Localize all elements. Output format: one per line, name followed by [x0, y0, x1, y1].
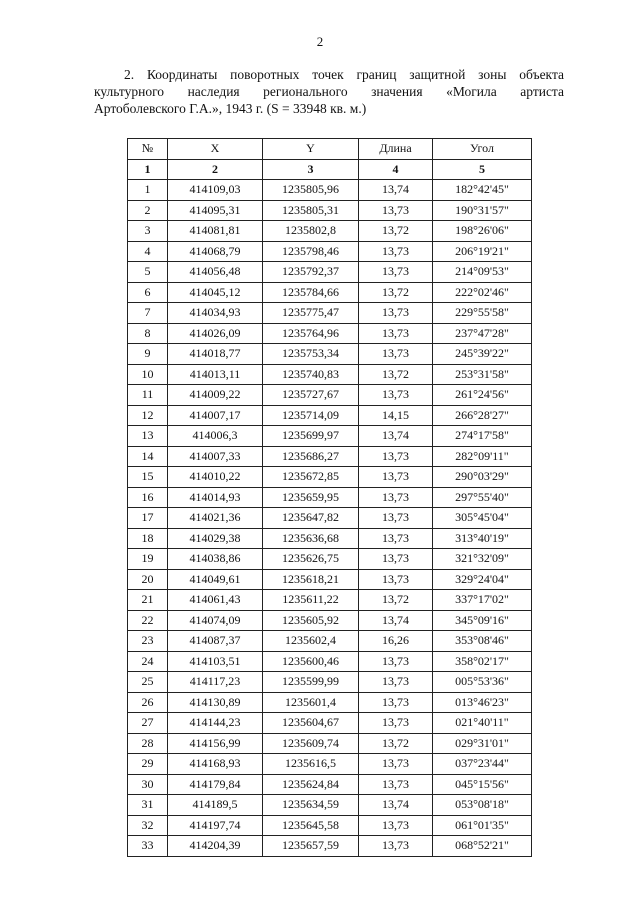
- table-row: [128, 241, 532, 262]
- point-number-cell: 13: [128, 426, 168, 447]
- angle-cell: 245°39'22": [433, 344, 532, 365]
- point-number-cell: 33: [128, 836, 168, 857]
- point-number-cell: 21: [128, 590, 168, 611]
- x-cell: 414009,22: [168, 385, 263, 406]
- table-row: [128, 221, 532, 242]
- length-cell: 13,73: [359, 241, 433, 262]
- table-row: [128, 426, 532, 447]
- y-cell: 1235784,66: [263, 282, 359, 303]
- length-cell: 13,72: [359, 590, 433, 611]
- length-cell: 13,72: [359, 733, 433, 754]
- point-number-cell: 18: [128, 528, 168, 549]
- y-cell: 1235727,67: [263, 385, 359, 406]
- x-cell: 414087,37: [168, 631, 263, 652]
- y-cell: 1235672,85: [263, 467, 359, 488]
- x-cell: 414026,09: [168, 323, 263, 344]
- y-cell: 1235686,27: [263, 446, 359, 467]
- table-row: [128, 180, 532, 201]
- y-cell: 1235600,46: [263, 651, 359, 672]
- header-length: Длина: [359, 139, 433, 160]
- length-cell: 13,73: [359, 344, 433, 365]
- column-number: 4: [359, 159, 433, 180]
- point-number-cell: 4: [128, 241, 168, 262]
- table-row: [128, 672, 532, 693]
- x-cell: 414061,43: [168, 590, 263, 611]
- angle-cell: 253°31'58": [433, 364, 532, 385]
- point-number-cell: 24: [128, 651, 168, 672]
- column-number: 5: [433, 159, 532, 180]
- length-cell: 13,73: [359, 467, 433, 488]
- y-cell: 1235740,83: [263, 364, 359, 385]
- length-cell: 13,73: [359, 713, 433, 734]
- point-number-cell: 11: [128, 385, 168, 406]
- table-row: [128, 651, 532, 672]
- length-cell: 13,73: [359, 303, 433, 324]
- table-row: [128, 610, 532, 631]
- table-row: [128, 385, 532, 406]
- angle-cell: 282°09'11": [433, 446, 532, 467]
- table-row: [128, 364, 532, 385]
- y-cell: 1235802,8: [263, 221, 359, 242]
- x-cell: 414014,93: [168, 487, 263, 508]
- column-number-row: [128, 159, 532, 180]
- x-cell: 414021,36: [168, 508, 263, 529]
- length-cell: 13,72: [359, 364, 433, 385]
- length-cell: 13,73: [359, 651, 433, 672]
- x-cell: 414081,81: [168, 221, 263, 242]
- point-number-cell: 23: [128, 631, 168, 652]
- y-cell: 1235805,96: [263, 180, 359, 201]
- length-cell: 13,72: [359, 282, 433, 303]
- angle-cell: 266°28'27": [433, 405, 532, 426]
- y-cell: 1235624,84: [263, 774, 359, 795]
- y-cell: 1235714,09: [263, 405, 359, 426]
- point-number-cell: 19: [128, 549, 168, 570]
- angle-cell: 206°19'21": [433, 241, 532, 262]
- point-number-cell: 29: [128, 754, 168, 775]
- table-row: [128, 446, 532, 467]
- y-cell: 1235611,22: [263, 590, 359, 611]
- angle-cell: 005°53'36": [433, 672, 532, 693]
- table-row: [128, 631, 532, 652]
- table-row: [128, 549, 532, 570]
- y-cell: 1235616,5: [263, 754, 359, 775]
- x-cell: 414049,61: [168, 569, 263, 590]
- length-cell: 13,72: [359, 221, 433, 242]
- header-angle: Угол: [433, 139, 532, 160]
- point-number-cell: 32: [128, 815, 168, 836]
- y-cell: 1235634,59: [263, 795, 359, 816]
- length-cell: 13,73: [359, 692, 433, 713]
- table-row: [128, 692, 532, 713]
- y-cell: 1235805,31: [263, 200, 359, 221]
- point-number-cell: 20: [128, 569, 168, 590]
- y-cell: 1235609,74: [263, 733, 359, 754]
- table-row: [128, 303, 532, 324]
- point-number-cell: 5: [128, 262, 168, 283]
- x-cell: 414130,89: [168, 692, 263, 713]
- length-cell: 13,73: [359, 487, 433, 508]
- x-cell: 414117,23: [168, 672, 263, 693]
- y-cell: 1235605,92: [263, 610, 359, 631]
- table-row: [128, 528, 532, 549]
- section-heading: [94, 66, 564, 117]
- y-cell: 1235601,4: [263, 692, 359, 713]
- x-cell: 414045,12: [168, 282, 263, 303]
- x-cell: 414189,5: [168, 795, 263, 816]
- y-cell: 1235604,67: [263, 713, 359, 734]
- point-number-cell: 9: [128, 344, 168, 365]
- x-cell: 414109,03: [168, 180, 263, 201]
- x-cell: 414007,33: [168, 446, 263, 467]
- length-cell: 13,73: [359, 508, 433, 529]
- angle-cell: 029°31'01": [433, 733, 532, 754]
- page-number: 2: [316, 34, 324, 49]
- table-row: [128, 200, 532, 221]
- table-row: [128, 590, 532, 611]
- length-cell: 13,73: [359, 774, 433, 795]
- table-row: [128, 754, 532, 775]
- length-cell: 13,73: [359, 200, 433, 221]
- x-cell: 414010,22: [168, 467, 263, 488]
- angle-cell: 045°15'56": [433, 774, 532, 795]
- angle-cell: 182°42'45": [433, 180, 532, 201]
- table-row: [128, 733, 532, 754]
- column-number: 3: [263, 159, 359, 180]
- y-cell: 1235753,34: [263, 344, 359, 365]
- angle-cell: 353°08'46": [433, 631, 532, 652]
- angle-cell: 061°01'35": [433, 815, 532, 836]
- table-row: [128, 467, 532, 488]
- x-cell: 414144,23: [168, 713, 263, 734]
- angle-cell: 021°40'11": [433, 713, 532, 734]
- angle-cell: 297°55'40": [433, 487, 532, 508]
- length-cell: 13,73: [359, 569, 433, 590]
- point-number-cell: 14: [128, 446, 168, 467]
- table-row: [128, 344, 532, 365]
- table-header-row: [128, 139, 532, 160]
- y-cell: 1235792,37: [263, 262, 359, 283]
- point-number-cell: 2: [128, 200, 168, 221]
- y-cell: 1235599,99: [263, 672, 359, 693]
- angle-cell: 337°17'02": [433, 590, 532, 611]
- table-row: [128, 815, 532, 836]
- length-cell: 13,73: [359, 815, 433, 836]
- length-cell: 13,74: [359, 610, 433, 631]
- table-body: [128, 180, 532, 857]
- length-cell: 13,73: [359, 385, 433, 406]
- length-cell: 13,74: [359, 426, 433, 447]
- x-cell: 414095,31: [168, 200, 263, 221]
- angle-cell: 190°31'57": [433, 200, 532, 221]
- x-cell: 414038,86: [168, 549, 263, 570]
- column-number: 2: [168, 159, 263, 180]
- table-row: [128, 569, 532, 590]
- angle-cell: 274°17'58": [433, 426, 532, 447]
- x-cell: 414068,79: [168, 241, 263, 262]
- y-cell: 1235764,96: [263, 323, 359, 344]
- y-cell: 1235645,58: [263, 815, 359, 836]
- table-row: [128, 508, 532, 529]
- point-number-cell: 7: [128, 303, 168, 324]
- length-cell: 13,73: [359, 323, 433, 344]
- table-row: [128, 262, 532, 283]
- x-cell: 414197,74: [168, 815, 263, 836]
- y-cell: 1235647,82: [263, 508, 359, 529]
- x-cell: 414074,09: [168, 610, 263, 631]
- angle-cell: 222°02'46": [433, 282, 532, 303]
- y-cell: 1235657,59: [263, 836, 359, 857]
- point-number-cell: 26: [128, 692, 168, 713]
- point-number-cell: 8: [128, 323, 168, 344]
- angle-cell: 214°09'53": [433, 262, 532, 283]
- coordinates-table: [127, 138, 532, 857]
- x-cell: 414029,38: [168, 528, 263, 549]
- point-number-cell: 27: [128, 713, 168, 734]
- angle-cell: 345°09'16": [433, 610, 532, 631]
- length-cell: 13,74: [359, 795, 433, 816]
- y-cell: 1235775,47: [263, 303, 359, 324]
- y-cell: 1235659,95: [263, 487, 359, 508]
- angle-cell: 198°26'06": [433, 221, 532, 242]
- point-number-cell: 25: [128, 672, 168, 693]
- angle-cell: 313°40'19": [433, 528, 532, 549]
- point-number-cell: 22: [128, 610, 168, 631]
- point-number-cell: 1: [128, 180, 168, 201]
- length-cell: 13,73: [359, 754, 433, 775]
- length-cell: 13,73: [359, 836, 433, 857]
- y-cell: 1235626,75: [263, 549, 359, 570]
- y-cell: 1235602,4: [263, 631, 359, 652]
- y-cell: 1235798,46: [263, 241, 359, 262]
- x-cell: 414034,93: [168, 303, 263, 324]
- point-number-cell: 17: [128, 508, 168, 529]
- length-cell: 16,26: [359, 631, 433, 652]
- angle-cell: 305°45'04": [433, 508, 532, 529]
- length-cell: 13,73: [359, 549, 433, 570]
- table-row: [128, 282, 532, 303]
- x-cell: 414018,77: [168, 344, 263, 365]
- header-number: №: [128, 139, 168, 160]
- point-number-cell: 15: [128, 467, 168, 488]
- x-cell: 414103,51: [168, 651, 263, 672]
- x-cell: 414007,17: [168, 405, 263, 426]
- table-row: [128, 713, 532, 734]
- point-number-cell: 12: [128, 405, 168, 426]
- header-x: X: [168, 139, 263, 160]
- angle-cell: 053°08'18": [433, 795, 532, 816]
- angle-cell: 237°47'28": [433, 323, 532, 344]
- y-cell: 1235636,68: [263, 528, 359, 549]
- point-number-cell: 31: [128, 795, 168, 816]
- point-number-cell: 3: [128, 221, 168, 242]
- table-row: [128, 774, 532, 795]
- table-row: [128, 795, 532, 816]
- y-cell: 1235618,21: [263, 569, 359, 590]
- angle-cell: 321°32'09": [433, 549, 532, 570]
- length-cell: 13,73: [359, 528, 433, 549]
- length-cell: 13,73: [359, 446, 433, 467]
- x-cell: 414168,93: [168, 754, 263, 775]
- heading-line-1: 2. Координаты поворотных точек границ защитной зоны объекта: [124, 67, 564, 82]
- angle-cell: 261°24'56": [433, 385, 532, 406]
- point-number-cell: 30: [128, 774, 168, 795]
- angle-cell: 329°24'04": [433, 569, 532, 590]
- point-number-cell: 16: [128, 487, 168, 508]
- point-number-cell: 28: [128, 733, 168, 754]
- length-cell: 13,73: [359, 262, 433, 283]
- x-cell: 414056,48: [168, 262, 263, 283]
- angle-cell: 290°03'29": [433, 467, 532, 488]
- header-y: Y: [263, 139, 359, 160]
- point-number-cell: 10: [128, 364, 168, 385]
- table-row: [128, 323, 532, 344]
- column-number: 1: [128, 159, 168, 180]
- table-row: [128, 405, 532, 426]
- heading-line-2: культурного наследия регионального значения «Могила артиста: [94, 84, 564, 99]
- table-row: [128, 487, 532, 508]
- x-cell: 414006,3: [168, 426, 263, 447]
- x-cell: 414204,39: [168, 836, 263, 857]
- point-number-cell: 6: [128, 282, 168, 303]
- table-row: [128, 836, 532, 857]
- length-cell: 13,74: [359, 180, 433, 201]
- angle-cell: 068°52'21": [433, 836, 532, 857]
- x-cell: 414179,84: [168, 774, 263, 795]
- angle-cell: 358°02'17": [433, 651, 532, 672]
- heading-line-3: Артоболевского Г.А.», 1943 г. (S = 33948 кв. м.): [94, 101, 367, 116]
- length-cell: 13,73: [359, 672, 433, 693]
- y-cell: 1235699,97: [263, 426, 359, 447]
- angle-cell: 013°46'23": [433, 692, 532, 713]
- angle-cell: 229°55'58": [433, 303, 532, 324]
- x-cell: 414013,11: [168, 364, 263, 385]
- x-cell: 414156,99: [168, 733, 263, 754]
- angle-cell: 037°23'44": [433, 754, 532, 775]
- length-cell: 14,15: [359, 405, 433, 426]
